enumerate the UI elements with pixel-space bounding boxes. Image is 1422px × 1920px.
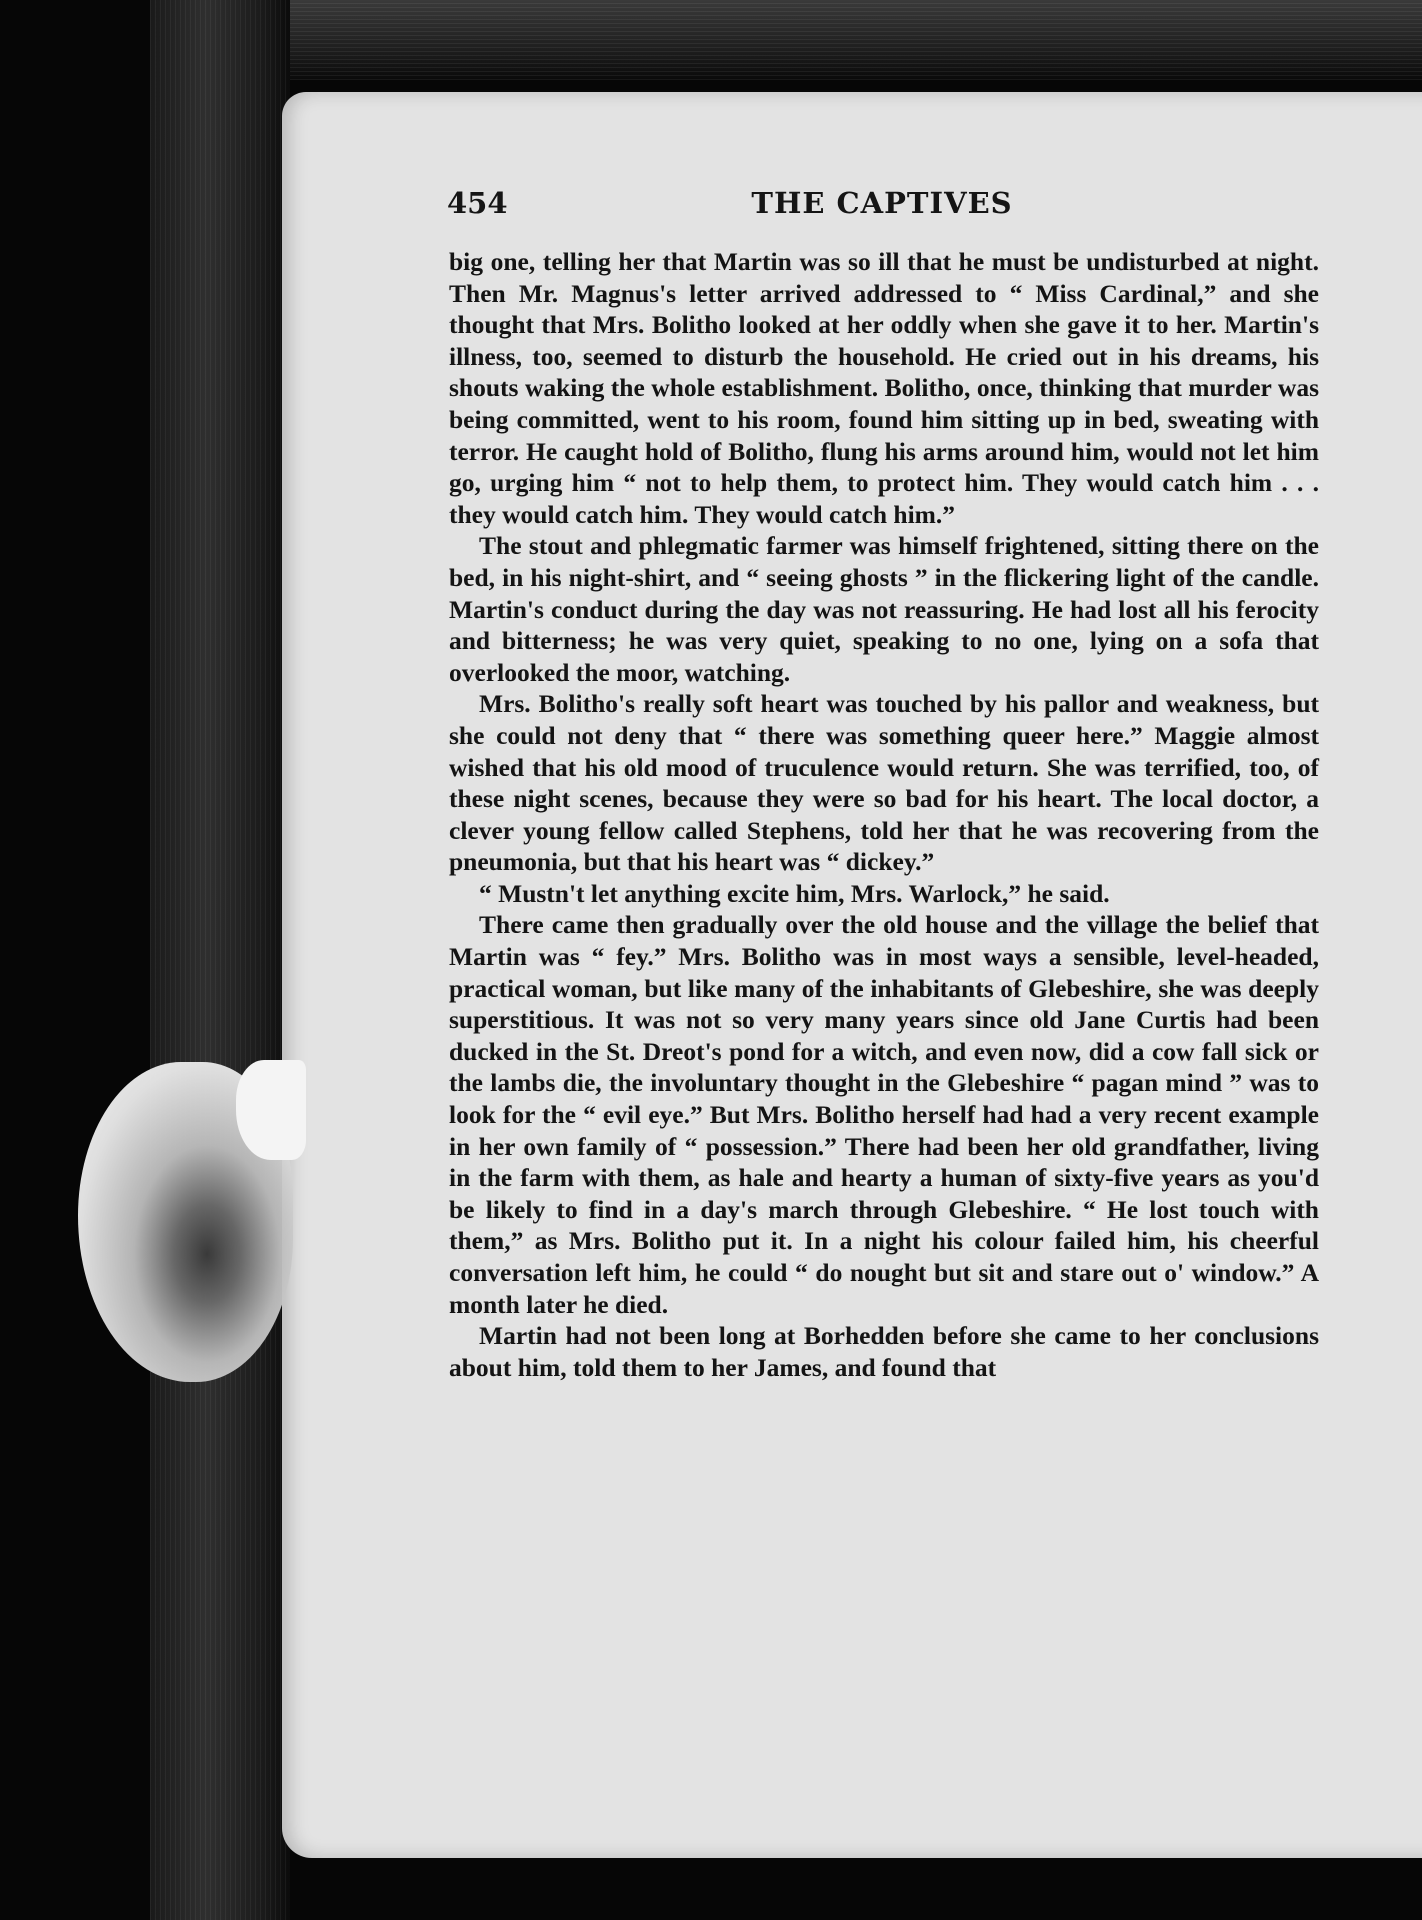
paragraph: “ Mustn't let anything excite him, Mrs. Warlock,” he said. — [479, 878, 1110, 908]
page-number: 454 — [447, 186, 508, 220]
paragraph: big one, telling her that Martin was so ill that he must be undisturbed at night. Then Mr. Magnus's letter arrived addressed to “ Miss Cardinal,” and she thought that Mrs. Bolitho looked at her oddly when she gave it to her. Martin's illness, too, seemed to disturb the household. He cried out in his dreams, his shouts waking the whole establishment. Bolitho, once, thinking that murder was being committed, went to his room, found him sitting up in bed, sweating with terror. He caught hold of Bolitho, flung his arms around him, would not let him go, urging him “ not to help them, to protect him. They would catch him . . . they would catch him. They would catch him.” — [449, 247, 1319, 529]
page-header — [447, 186, 1317, 230]
book-page-edges — [150, 0, 290, 1920]
paragraph: Martin had not been long at Borhedden before she came to her conclusions about him, told them to her James, and found that — [449, 1321, 1319, 1382]
paragraph: The stout and phlegmatic farmer was himself frightened, sitting there on the bed, in his night-shirt, and “ seeing ghosts ” in the flickering light of the candle. Martin's conduct during the day was not reassuring. He had lost all his ferocity and bitterness; he was very quiet, speaking to no one, lying on a sofa that overlooked the moor, watching. — [449, 531, 1319, 687]
paper-damage-highlight — [236, 1060, 306, 1160]
book-top-edge — [170, 0, 1422, 80]
running-title: THE CAPTIVES — [751, 186, 1013, 220]
paragraph: There came then gradually over the old house and the village the belief that Martin was “ fey.” Mrs. Bolitho was in most ways a sensible, level-headed, practical woman, but like many of the inhabitants of Glebeshire, she was deeply superstitious. It was not so very many years since old Jane Curtis had been ducked in the St. Dreot's pond for a witch, and even now, did a cow fall sick or the lambs die, the involuntary thought in the Glebeshire “ pagan mind ” was to look for the “ evil eye.” But Mrs. Bolitho herself had had a very recent example in her own family of “ possession.” There had been her old grandfather, living in the farm with them, as hale and hearty a human of sixty-five years as you'd be likely to find in a day's march through Glebeshire. “ He lost touch with them,” as Mrs. Bolitho put it. In a night his colour failed him, his cheerful conversation left him, he could “ do nought but sit and stare out o' window.” A month later he died. — [449, 910, 1319, 1319]
paragraph: Mrs. Bolitho's really soft heart was touched by his pallor and weakness, but she could not deny that “ there was something queer here.” Maggie almost wished that his old mood of truculence would return. She was terrified, too, of these night scenes, because they were so bad for his heart. The local doctor, a clever young fellow called Stephens, told her that he was recovering from the pneumonia, but that his heart was “ dickey.” — [449, 689, 1319, 877]
body-text — [449, 246, 1319, 1383]
